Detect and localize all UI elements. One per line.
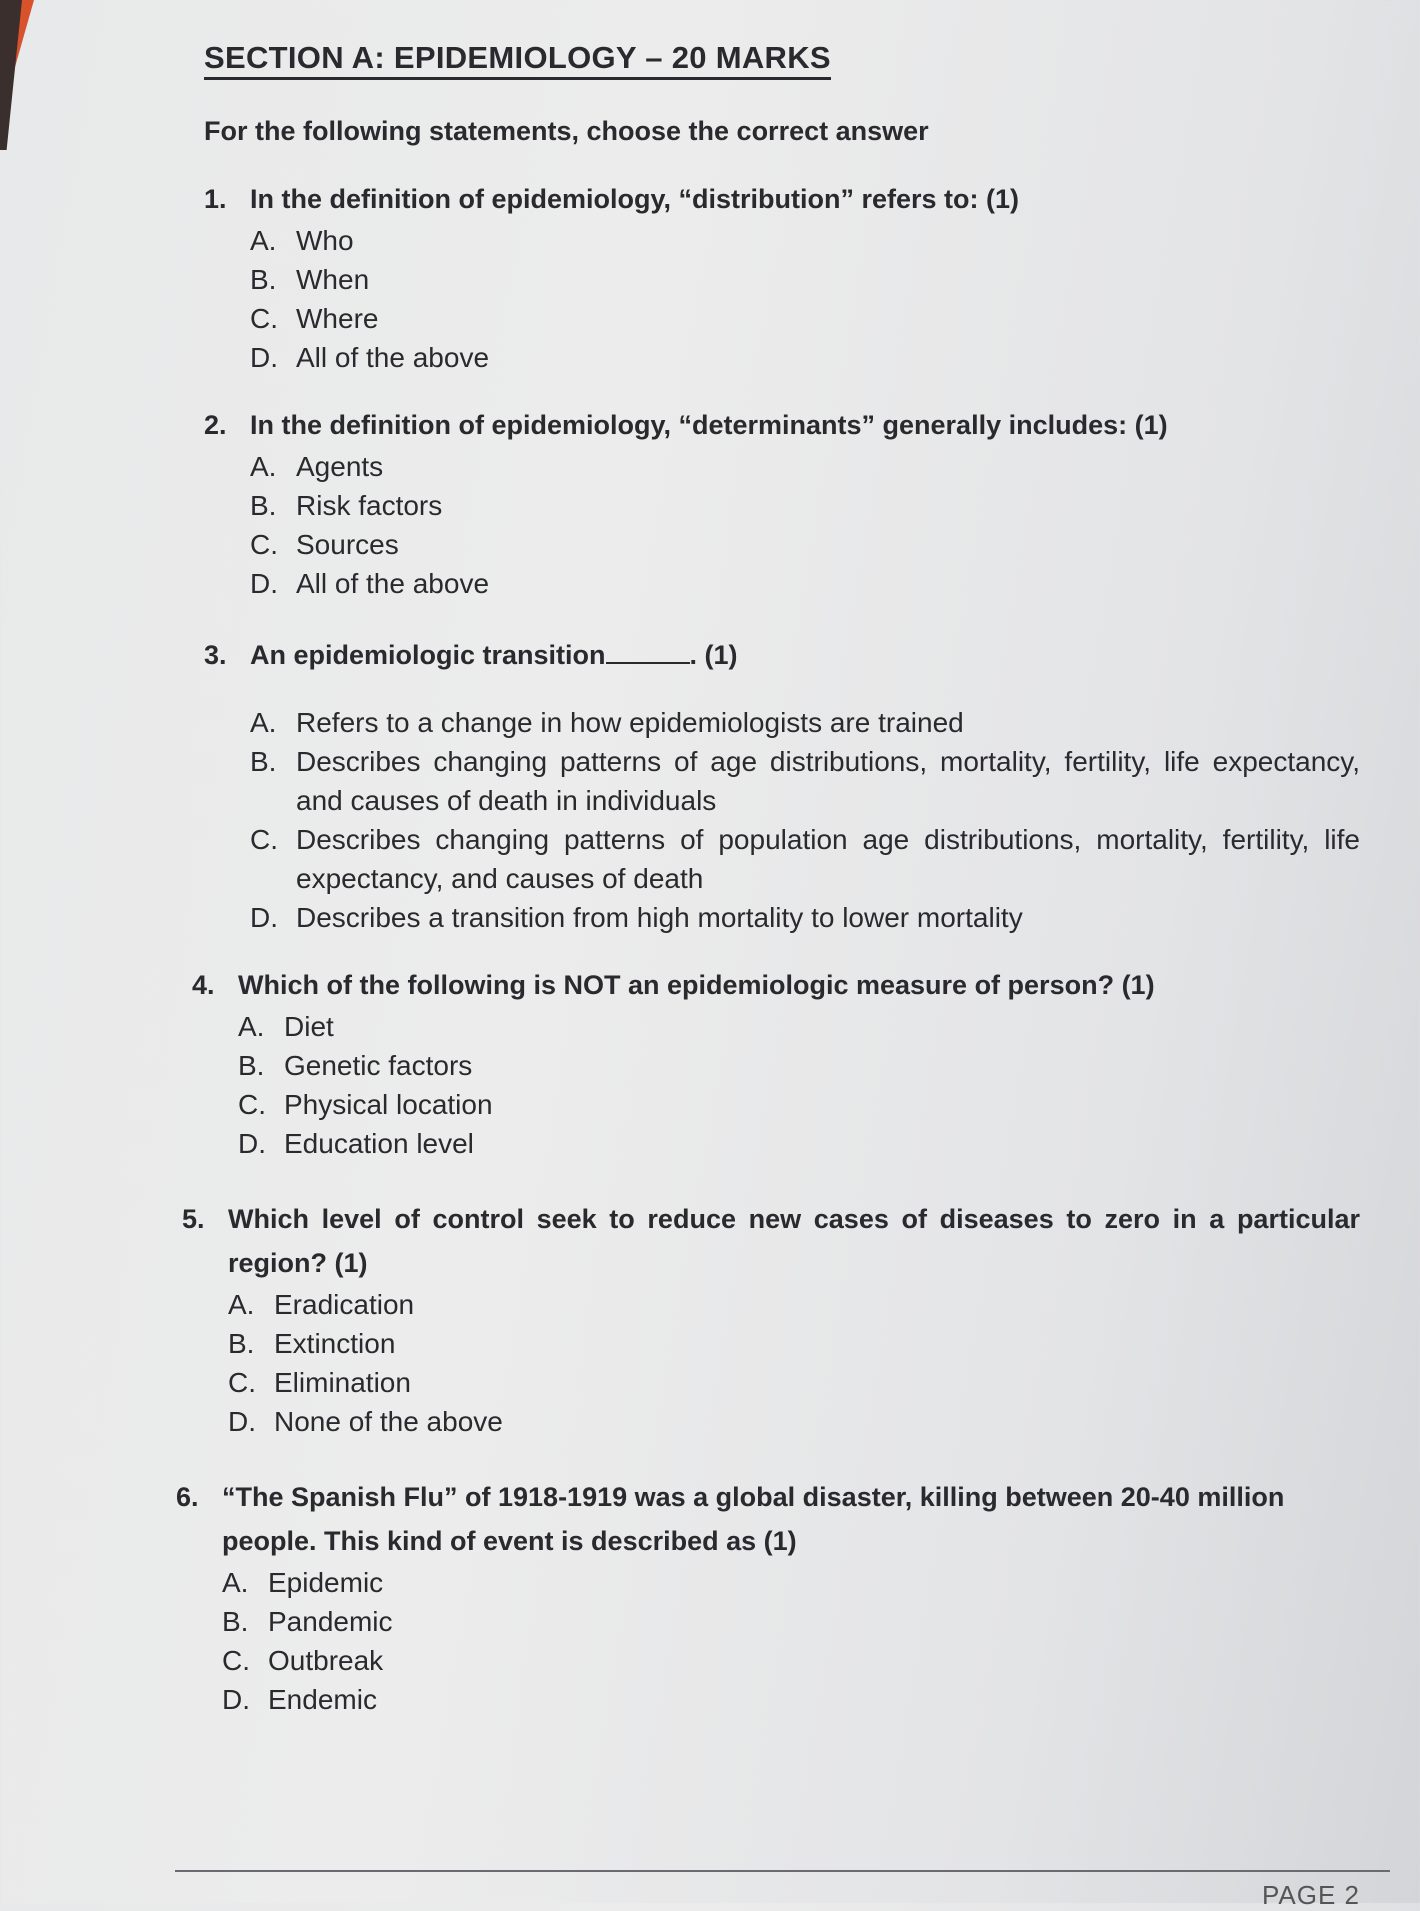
question-2 bbox=[204, 403, 1360, 603]
question-6 bbox=[176, 1475, 1360, 1719]
option-b bbox=[250, 260, 1360, 299]
option-list bbox=[204, 221, 1360, 377]
option-text: Who bbox=[296, 225, 354, 256]
option-letter: C. bbox=[250, 824, 278, 855]
option-text: Describes changing patterns of population age distributions, mortality, fertility, life expectancy, and causes of death bbox=[296, 824, 1360, 894]
option-a bbox=[228, 1285, 1360, 1324]
option-b bbox=[238, 1046, 1360, 1085]
option-letter: B. bbox=[250, 264, 277, 295]
option-letter: B. bbox=[250, 490, 277, 521]
question-text: In the definition of epidemiology, “determinants” generally includes: (1) bbox=[250, 410, 1168, 440]
option-d bbox=[238, 1124, 1360, 1163]
option-list bbox=[192, 1007, 1360, 1163]
option-text: Pandemic bbox=[268, 1606, 393, 1637]
exam-page bbox=[176, 40, 1360, 1719]
option-text: Endemic bbox=[268, 1684, 377, 1715]
option-a bbox=[250, 221, 1360, 260]
option-letter: A. bbox=[250, 707, 277, 738]
instruction-text: For the following statements, choose the correct answer bbox=[204, 116, 929, 146]
option-text: When bbox=[296, 264, 370, 295]
option-a bbox=[222, 1563, 1360, 1602]
question-text-start: An epidemiologic transition bbox=[250, 640, 606, 670]
option-letter: B. bbox=[238, 1050, 265, 1081]
question-number: 3. bbox=[204, 640, 227, 670]
option-text: Agents bbox=[296, 451, 384, 482]
option-text: Epidemic bbox=[268, 1567, 384, 1598]
option-text: None of the above bbox=[274, 1406, 503, 1437]
option-letter: C. bbox=[238, 1089, 266, 1120]
option-letter: B. bbox=[228, 1328, 255, 1359]
option-letter: A. bbox=[250, 451, 277, 482]
question-5 bbox=[182, 1197, 1360, 1441]
question-stem bbox=[204, 633, 1360, 677]
option-letter: A. bbox=[250, 225, 277, 256]
question-3 bbox=[204, 633, 1360, 937]
option-d bbox=[250, 338, 1360, 377]
option-letter: C. bbox=[250, 303, 278, 334]
question-number: 4. bbox=[192, 970, 215, 1000]
option-letter: D. bbox=[250, 342, 278, 373]
option-c bbox=[250, 525, 1360, 564]
question-text: Which level of control seek to reduce new cases of diseases to zero in a particular region? (1) bbox=[228, 1204, 1360, 1278]
question-text: In the definition of epidemiology, “distribution” refers to: (1) bbox=[250, 184, 1019, 214]
option-d bbox=[228, 1402, 1360, 1441]
option-a bbox=[250, 703, 1360, 742]
question-stem bbox=[176, 1475, 1360, 1563]
option-list bbox=[204, 703, 1360, 937]
answer-blank bbox=[606, 642, 690, 664]
option-a bbox=[250, 447, 1360, 486]
option-text: Eradication bbox=[274, 1289, 415, 1320]
footer-rule bbox=[175, 1870, 1390, 1872]
option-c bbox=[238, 1085, 1360, 1124]
option-text: All of the above bbox=[296, 342, 490, 373]
option-list bbox=[176, 1563, 1360, 1719]
question-4 bbox=[192, 963, 1360, 1163]
question-text-end: . (1) bbox=[689, 640, 738, 670]
question-stem bbox=[182, 1197, 1360, 1285]
section-title: SECTION A: EPIDEMIOLOGY – 20 MARKS bbox=[204, 40, 831, 80]
question-stem bbox=[192, 963, 1360, 1007]
option-letter: C. bbox=[222, 1645, 250, 1676]
option-text: Where bbox=[296, 303, 379, 334]
option-letter: B. bbox=[222, 1606, 249, 1637]
option-d bbox=[250, 898, 1360, 937]
option-text: Diet bbox=[284, 1011, 334, 1042]
option-letter: C. bbox=[250, 529, 278, 560]
option-letter: B. bbox=[250, 746, 277, 777]
question-text: “The Spanish Flu” of 1918-1919 was a global disaster, killing between 20-40 million people. This kind of event is described as (1) bbox=[222, 1482, 1285, 1556]
option-b bbox=[222, 1602, 1360, 1641]
option-text: Genetic factors bbox=[284, 1050, 473, 1081]
option-text: Outbreak bbox=[268, 1645, 384, 1676]
option-c bbox=[222, 1641, 1360, 1680]
question-stem bbox=[204, 177, 1360, 221]
option-text: Education level bbox=[284, 1128, 474, 1159]
option-letter: C. bbox=[228, 1367, 256, 1398]
option-letter: D. bbox=[238, 1128, 266, 1159]
option-letter: D. bbox=[250, 568, 278, 599]
option-letter: D. bbox=[222, 1684, 250, 1715]
option-b bbox=[228, 1324, 1360, 1363]
option-c bbox=[250, 299, 1360, 338]
option-letter: A. bbox=[222, 1567, 249, 1598]
option-letter: D. bbox=[250, 902, 278, 933]
option-text: Sources bbox=[296, 529, 399, 560]
option-text: Describes a transition from high mortality to lower mortality bbox=[296, 902, 1023, 933]
option-a bbox=[238, 1007, 1360, 1046]
question-number: 1. bbox=[204, 184, 227, 214]
question-stem bbox=[204, 403, 1360, 447]
option-list bbox=[182, 1285, 1360, 1441]
option-text: Extinction bbox=[274, 1328, 396, 1359]
option-c bbox=[228, 1363, 1360, 1402]
option-list bbox=[204, 447, 1360, 603]
page-number-label: PAGE 2 bbox=[1262, 1880, 1361, 1910]
option-text: Refers to a change in how epidemiologists are trained bbox=[296, 707, 964, 738]
option-text: Elimination bbox=[274, 1367, 411, 1398]
option-letter: A. bbox=[228, 1289, 255, 1320]
question-number: 6. bbox=[176, 1482, 199, 1512]
option-text: Physical location bbox=[284, 1089, 493, 1120]
option-letter: A. bbox=[238, 1011, 265, 1042]
option-d bbox=[250, 564, 1360, 603]
option-b bbox=[250, 486, 1360, 525]
question-number: 5. bbox=[182, 1204, 205, 1234]
question-text bbox=[250, 633, 1360, 677]
option-b bbox=[250, 742, 1360, 820]
option-text: Describes changing patterns of age distributions, mortality, fertility, life expectancy, and causes of death in individuals bbox=[296, 746, 1360, 816]
option-c bbox=[250, 820, 1360, 898]
option-d bbox=[222, 1680, 1360, 1719]
option-text: Risk factors bbox=[296, 490, 443, 521]
question-number: 2. bbox=[204, 410, 227, 440]
question-1 bbox=[204, 177, 1360, 377]
option-letter: D. bbox=[228, 1406, 256, 1437]
option-text: All of the above bbox=[296, 568, 490, 599]
question-text: Which of the following is NOT an epidemiologic measure of person? (1) bbox=[238, 970, 1155, 1000]
